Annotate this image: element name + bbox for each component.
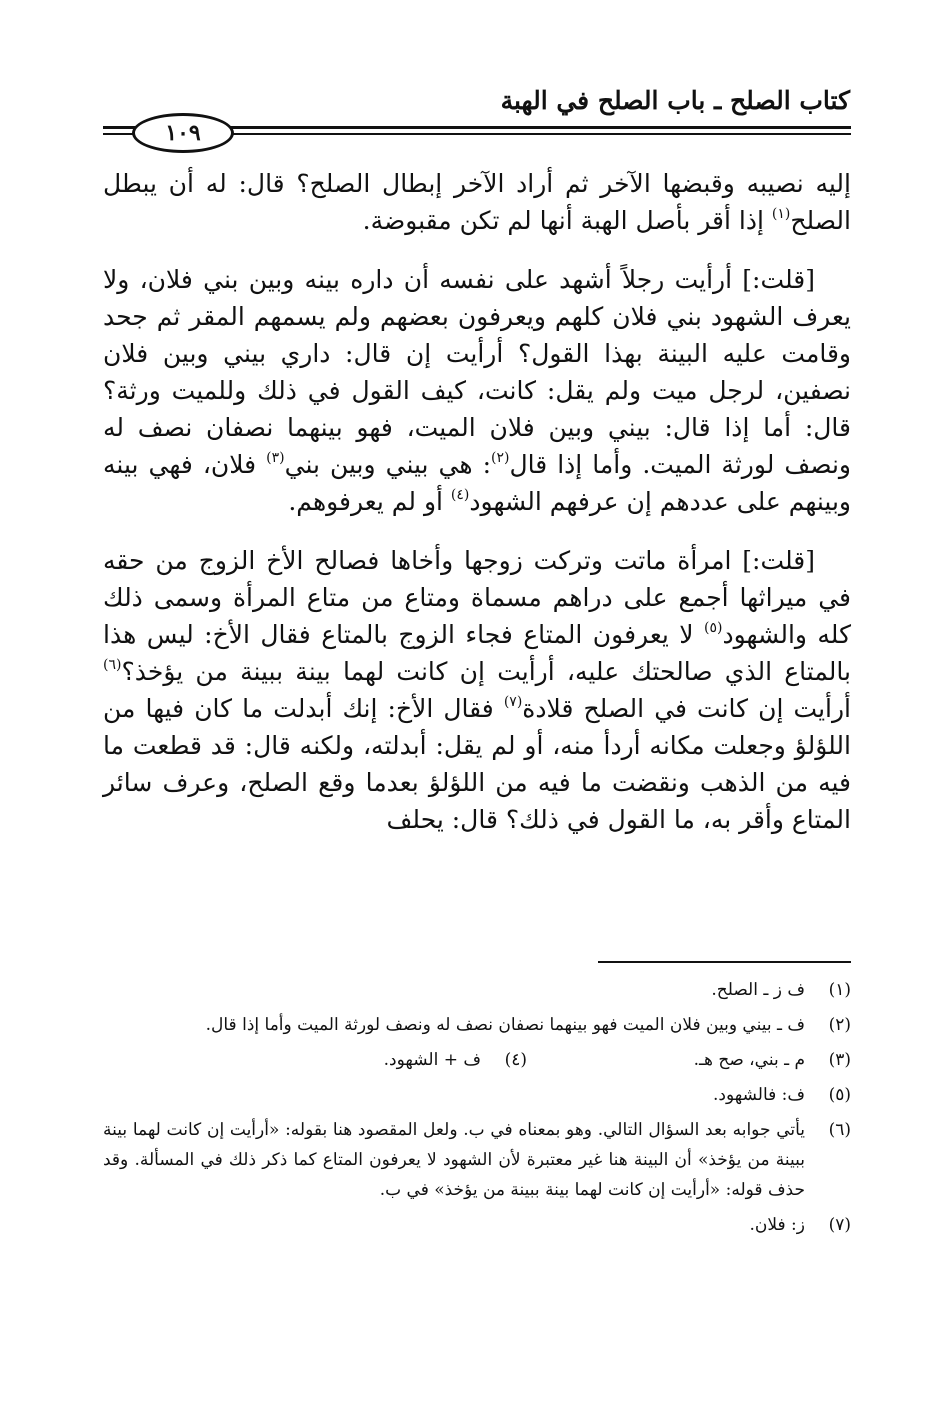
footnote-marker-3: (٣) [266, 450, 285, 466]
paragraph-1-text-b: إذا أقر بأصل الهبة أنها لم تكن مقبوضة. [362, 206, 772, 235]
footnote-1 [103, 975, 851, 1005]
footnote-number: (٣) [828, 1050, 851, 1070]
footnote-row-3-4 [103, 1045, 851, 1075]
footnote-number: (٧) [828, 1215, 851, 1235]
footnote-number: (٢) [828, 1015, 851, 1035]
footnotes [103, 975, 851, 1245]
footnote-text: م ـ بني، صح هـ. [693, 1050, 805, 1070]
footnote-number: (٤) [504, 1050, 527, 1070]
running-title: كتاب الصلح ـ باب الصلح في الهبة [500, 86, 850, 115]
footnote-4 [203, 1045, 527, 1075]
paragraph-2 [103, 261, 851, 520]
footnote-marker-7: (٧) [503, 694, 523, 710]
paragraph-3-text-b: لا يعرفون المتاع فجاء الزوج بالمتاع فقال الأخ: ليس هذا بالمتاع الذي صالحتك عليه، أرأيت إن كانت لهما بينة ببينة من يؤخذ؟ [103, 620, 851, 686]
page-number: ١٠٩ [132, 113, 234, 153]
main-text [103, 165, 851, 838]
footnote-text: ف ـ بيني وبين فلان الميت فهو بينهما نصفان نصف له ونصف لورثة الميت وأما إذا قال. [205, 1015, 805, 1035]
paragraph-2-text-b: : هي بيني وبين بني [284, 450, 491, 479]
paragraph-2-text-c: فلان، فهي بينه وبينهم على عددهم إن عرفهم الشهود [103, 450, 851, 516]
paragraph-3-text-a: [قلت:] امرأة ماتت وتركت زوجها وأخاها فصالح الأخ الزوج من حقه في ميراثها أجمع على دراهم مسماة ومتاع من متاع المرأة وسمى ذلك كله والشهود [103, 546, 851, 649]
footnote-number: (١) [828, 980, 851, 1000]
paragraph-3 [103, 542, 851, 838]
paragraph-1-text-a: إليه نصيبه وقبضها الآخر ثم أراد الآخر إبطال الصلح؟ قال: له أن يبطل الصلح [103, 169, 851, 235]
paragraph-3-text-d: فقال الأخ: إنك أبدلت ما كان فيها من اللؤلؤ وجعلت مكانه أردأ منه، أو لم يقل: أبدلته، ولكنه قال: قد قطعت ما فيه من الذهب ونقضت ما فيه من اللؤلؤ بعدما وقع الصلح، وعرف سائر المتاع وأقر به، ما القول في ذلك؟ قال: يحلف [103, 694, 851, 834]
footnote-marker-5: (٥) [703, 620, 723, 636]
footnote-text: ف ز ـ الصلح. [711, 980, 805, 1000]
footnote-marker-6: (٦) [103, 657, 122, 673]
paragraph-3-text-c: أرأيت إن كانت في الصلح قلادة [522, 694, 851, 723]
footnote-separator [598, 961, 851, 963]
footnote-5 [103, 1080, 851, 1110]
footnote-marker-1: (١) [771, 206, 791, 222]
paragraph-2-text-a: [قلت:] أرأيت رجلاً أشهد على نفسه أن داره بينه وبين بني فلان، ولا يعرف الشهود بني فلان كلهم ويعرفون بعضهم ولم يسمهم المقر ثم جحد وقامت عليه البينة بهذا القول؟ أرأيت إن قال: داري بيني وبين فلان نصفين، لرجل ميت ولم يقل: كانت، كيف القول في ذلك وللميت ورثة؟ قال: أما إذا قال: بيني وبين فلان الميت، فهو بينهما نصفان نصف له ونصف لورثة الميت. وأما إذا قال [103, 265, 851, 479]
footnote-3 [527, 1045, 851, 1075]
paragraph-1 [103, 165, 851, 239]
paragraph-2-text-d: أو لم يعرفوهم. [288, 487, 451, 516]
footnote-7 [103, 1210, 851, 1240]
footnote-marker-2: (٢) [491, 450, 510, 466]
footnote-6 [103, 1115, 851, 1205]
footnote-text: ف + الشهود. [383, 1050, 481, 1070]
footnote-marker-4: (٤) [450, 487, 470, 503]
footnote-number: (٦) [828, 1120, 851, 1140]
footnote-text: يأتي جوابه بعد السؤال التالي. وهو بمعناه في ب. ولعل المقصود هنا بقوله: «أرأيت إن كانت لهما بينة ببينة من يؤخذ» أن البينة هنا غير معتبرة لأن الشهود لا يعرفون المتاع كما ذكر ذلك في المسألة. وقد حذف قوله: «أرأيت إن كانت لهما بينة ببينة من يؤخذ» في ب. [103, 1120, 806, 1200]
footnote-text: ف: فالشهود. [713, 1085, 805, 1105]
footnote-2 [103, 1010, 851, 1040]
footnote-text: ز: فلان. [749, 1215, 805, 1235]
footnote-number: (٥) [828, 1085, 851, 1105]
